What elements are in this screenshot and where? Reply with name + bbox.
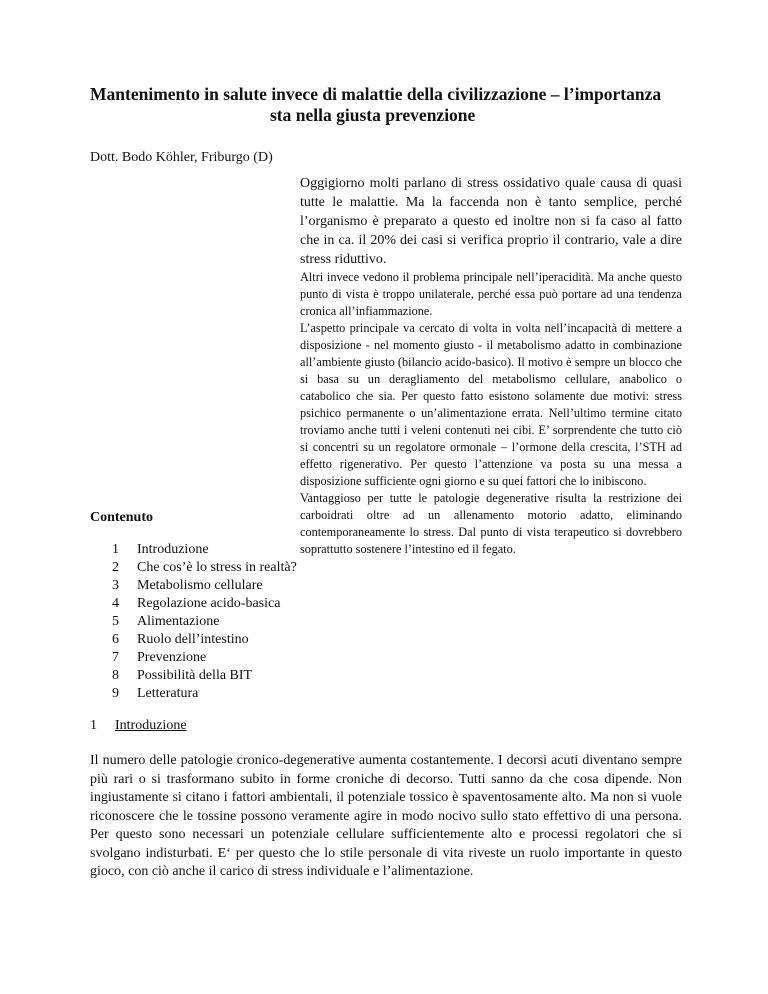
introduction-paragraph: Il numero delle patologie cronico-degenerative aumenta costantemente. I decorsi acuti diventano sempre più rari o si trasformano subito in forme croniche di decorso. Tutti sanno da che cosa dipende. Non ingiustamente si citano i fattori ambientali, il potenziale tossico è spaventosamente alto. Ma non si vuole riconoscere che le tossine possono veramente agire in modo nocivo sullo stato effettivo di una persona. Per questo sono necessari un potenziale cellulare sufficientemente alto e processi regolatori che si svolgano indisturbati. E‘ per questo che lo stile personale di vita riveste un ruolo importante in questo gioco, con ciò anche il carico di stress individuale e l’alimentazione. <box>90 753 682 879</box>
toc-item <box>112 631 297 649</box>
toc-item-label: Che cos’è lo stress in realtà? <box>137 560 297 575</box>
toc-item-label: Alimentazione <box>137 614 220 629</box>
toc-item-label: Regolazione acido-basica <box>137 596 281 611</box>
abstract <box>300 174 682 558</box>
abstract-paragraph-3: L’aspetto principale va cercato di volta in volta nell’incapacità di mettere a disposizione - nel momento giusto - il metabolismo adatto in combinazione all’ambiente giusto (bilancio acido-basico). Il motivo è sempre un blocco che si basa su un deragliamento del metabolismo cellulare, anabolico o catabolico che sia. Per questo fatto esistono solamente due motivi: stress psichico permanente o un’alimentazione errata. Nell’ultimo termine citato troviamo anche tutti i veleni contenuti nei cibi. E’ sorprendente che tutto ciò si concentri su un regolatore ormonale – l’ormone della crescita, l’STH ad effetto rigenerativo. Per questo l’attenzione va posta su una messa a disposizione sufficiente ogni giorno e su quei fattori che lo inibiscono. <box>300 321 682 488</box>
toc-item-number: 7 <box>112 650 119 665</box>
toc-item-number: 8 <box>112 668 119 683</box>
title-line-1: Mantenimento in salute invece di malattie della civilizzazione – l’importanza <box>90 84 662 104</box>
abstract-paragraph-1: Oggigiorno molti parlano di stress ossidativo quale causa di quasi tutte le malattie. Ma la faccenda non è tanto semplice, perché l’organismo è preparato a questo ed inoltre non si fa caso al fatto che in ca. il 20% dei casi si verifica proprio il contrario, vale a dire stress riduttivo. <box>300 176 682 267</box>
toc-item-label: Ruolo dell’intestino <box>137 632 249 647</box>
toc-item-number: 1 <box>112 542 119 557</box>
title-line-2: sta nella giusta prevenzione <box>270 105 476 125</box>
toc-item-number: 9 <box>112 686 119 701</box>
section-heading-introduzione <box>90 718 187 734</box>
toc-item <box>112 595 297 613</box>
toc-item <box>112 685 297 703</box>
toc-item <box>112 559 297 577</box>
toc-item-label: Letteratura <box>137 686 199 701</box>
abstract-paragraph-2: Altri invece vedono il problema principale nell’iperacidità. Ma anche questo punto di vista è troppo unilaterale, perché essa può portare ad una tendenza cronica all’infiammazione. <box>300 270 682 318</box>
toc-item <box>112 577 297 595</box>
toc-item-number: 6 <box>112 632 119 647</box>
toc-item-number: 2 <box>112 560 119 575</box>
toc-item-label: Possibilità della BIT <box>137 668 253 683</box>
toc-item-label: Metabolismo cellulare <box>137 578 263 593</box>
document-title <box>90 84 710 126</box>
toc-item <box>112 541 297 559</box>
toc-item-number: 3 <box>112 578 119 593</box>
toc-item <box>112 649 297 667</box>
toc-item-label: Introduzione <box>137 542 209 557</box>
toc-item <box>112 667 297 685</box>
toc-heading: Contenuto <box>90 510 154 525</box>
toc-item-label: Prevenzione <box>137 650 207 665</box>
table-of-contents <box>112 541 297 703</box>
toc-item-number: 4 <box>112 596 119 611</box>
toc-item <box>112 613 297 631</box>
section-title: Introduzione <box>115 718 187 733</box>
abstract-paragraph-4: Vantaggioso per tutte le patologie degenerative risulta la restrizione dei carboidrati oltre ad un allenamento motorio adatto, eliminando contemporaneamente lo stress. Dal punto di vista terapeutico si dovrebbero soprattutto sostenere l’intestino ed il fegato. <box>300 491 682 556</box>
author-line: Dott. Bodo Köhler, Friburgo (D) <box>90 150 273 165</box>
section-number: 1 <box>90 718 97 733</box>
toc-item-number: 5 <box>112 614 119 629</box>
